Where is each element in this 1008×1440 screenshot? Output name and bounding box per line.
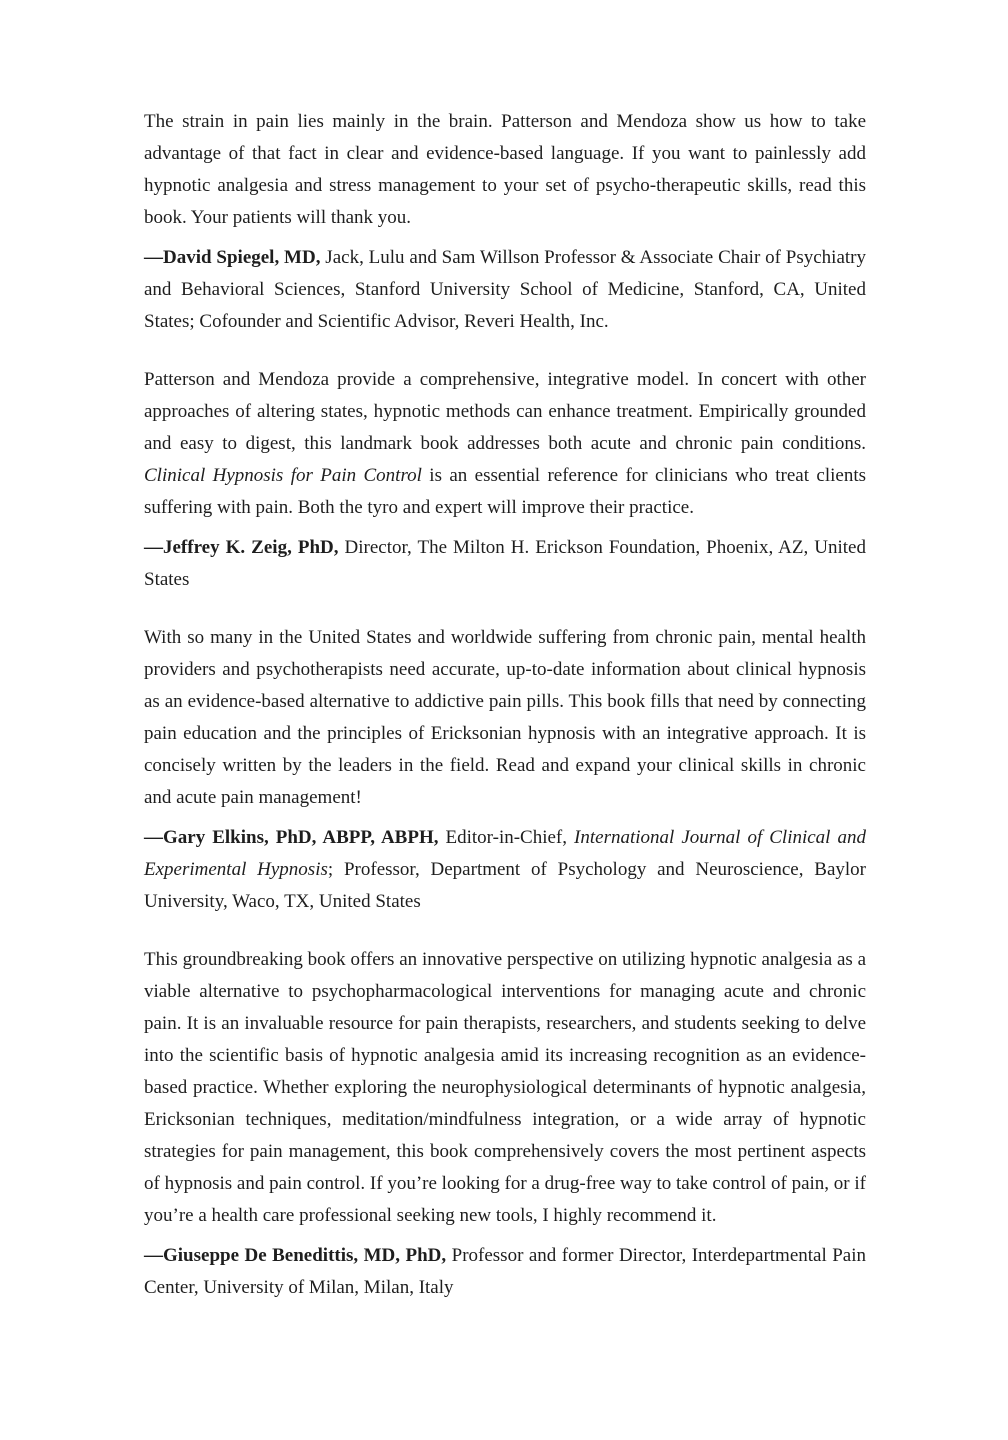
endorsement-attribution [144, 822, 866, 918]
endorser-affiliation: Jack, Lulu and Sam Willson Professor & Associate Chair of Psychiatry and Behavioral Sciences, Stanford University School of Medicine, Stanford, CA, United States; Cofounder and Scientific Advisor, Reveri Health, Inc. [144, 247, 866, 332]
endorsement-1 [144, 106, 866, 338]
endorser-affiliation: Editor-in-Chief, [438, 827, 575, 848]
endorsement-quote [144, 106, 866, 234]
quote-text: Patterson and Mendoza provide a comprehensive, integrative model. In concert with other approaches of altering states, hypnotic methods can enhance treatment. Empirically grounded and easy to digest, this landmark book addresses both acute and chronic pain conditions. [144, 369, 866, 454]
endorser-affiliation: Professor and former Director, Interdepartmental Pain Center, University of Milan, Milan, Italy [144, 1245, 867, 1298]
endorsement-3 [144, 622, 866, 918]
endorser-name: —Gary Elkins, PhD, ABPP, ABPH, [144, 827, 439, 848]
quote-text: The strain in pain lies mainly in the brain. Patterson and Mendoza show us how to take advantage of that fact in clear and evidence-based language. If you want to painlessly add hypnotic analgesia and stress management to your set of psycho-therapeutic skills, read this book. Your patients will thank you. [144, 111, 866, 228]
quote-text: With so many in the United States and worldwide suffering from chronic pain, mental health providers and psychotherapists need accurate, up-to-date information about clinical hypnosis as an evidence-based alternative to addictive pain pills. This book fills that need by connecting pain education and the principles of Ericksonian hypnosis with an integrative approach. It is concisely written by the leaders in the field. Read and expand your clinical skills in chronic and acute pain management! [144, 627, 866, 808]
book-title: Clinical Hypnosis for Pain Control [144, 465, 422, 486]
quote-text: is an essential reference for clinicians who treat clients suffering with pain. Both the tyro and expert will improve their practice. [144, 465, 866, 518]
endorsements-page [144, 106, 866, 1330]
endorsement-attribution [144, 242, 866, 338]
journal-title: International Journal of Clinical and Experimental Hypnosis [144, 827, 866, 880]
endorser-name: —Jeffrey K. Zeig, PhD, [144, 537, 339, 558]
endorser-name: —David Spiegel, MD, [144, 247, 321, 268]
endorsement-quote [144, 622, 866, 814]
endorsement-attribution [144, 532, 866, 596]
endorser-affiliation: ; Professor, Department of Psychology and Neuroscience, Baylor University, Waco, TX, United States [144, 859, 866, 912]
endorser-affiliation: Director, The Milton H. Erickson Foundation, Phoenix, AZ, United States [144, 537, 866, 590]
quote-text: This groundbreaking book offers an innovative perspective on utilizing hypnotic analgesia as a viable alternative to psychopharmacological interventions for managing acute and chronic pain. It is an invaluable resource for pain therapists, researchers, and students seeking to delve into the scientific basis of hypnotic analgesia amid its increasing recognition as an evidence-based practice. Whether exploring the neurophysiological determinants of hypnotic analgesia, Ericksonian techniques, meditation/mindfulness integration, or a wide array of hypnotic strategies for pain management, this book comprehensively covers the most pertinent aspects of hypnosis and pain control. If you’re looking for a drug-free way to take control of pain, or if you’re a health care professional seeking new tools, I highly recommend it. [144, 949, 866, 1226]
endorsement-quote [144, 364, 866, 524]
endorsement-2 [144, 364, 866, 596]
endorsement-4 [144, 944, 866, 1304]
endorsement-attribution [144, 1240, 866, 1304]
endorser-name: —Giuseppe De Benedittis, MD, PhD, [144, 1245, 447, 1266]
endorsement-quote [144, 944, 866, 1232]
